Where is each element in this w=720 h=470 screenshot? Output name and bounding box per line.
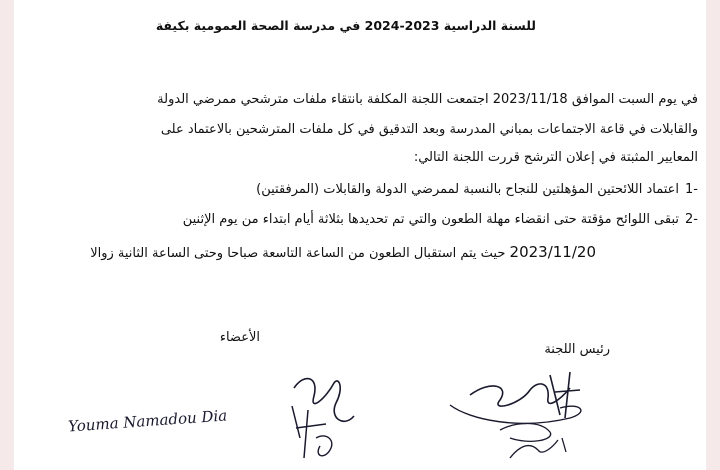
decision-text: تبقى اللوائح مؤقتة حتى انقضاء مهلة الطعون والتي تم تحديدها بثلاثة أيام ابتداء من يوم الإثنين (182, 212, 680, 227)
decision-number: -1 (685, 182, 698, 197)
president-label: رئيس اللجنة (544, 342, 610, 357)
decision-item-1 (256, 182, 698, 197)
decision-item-2 (183, 212, 698, 227)
member-handwritten-name: Youma Namadou Dia (67, 406, 228, 436)
paragraph-line-2: والقابلات في قاعة الاجتماعات بمباني المدرسة وبعد التدقيق في كل ملفات المترشحين بالاعتماد على (160, 122, 698, 137)
president-signature (430, 360, 610, 470)
document-page (14, 0, 706, 470)
document-heading (156, 18, 536, 33)
decision-item-2-continued (90, 243, 596, 261)
decision-text: اعتماد اللائحتين المؤهلتين للنجاح بالنسبة لممرضي الدولة والقابلات (المرفقتين) (256, 182, 680, 197)
appeal-hours-text: حيث يتم استقبال الطعون من الساعة التاسعة صباحا وحتى الساعة الثانية زوالا (90, 246, 510, 261)
heading-prefix: للسنة الدراسية (439, 18, 536, 33)
decision-number: -2 (685, 212, 698, 227)
heading-year: 2023-2024 (364, 18, 440, 33)
members-label: الأعضاء (219, 330, 260, 345)
paragraph-line-1: في يوم السبت الموافق 2023/11/18 اجتمعت اللجنة المكلفة بانتقاء ملفات مترشحي ممرضي الدولة (157, 92, 698, 107)
paragraph-line-3: المعايير المثبتة في إعلان الترشح قررت اللجنة التالي: (413, 150, 698, 165)
appeal-start-date: 2023/11/20 (509, 243, 596, 261)
heading-suffix: في مدرسة الصحة العمومية بكيفة (155, 18, 365, 33)
